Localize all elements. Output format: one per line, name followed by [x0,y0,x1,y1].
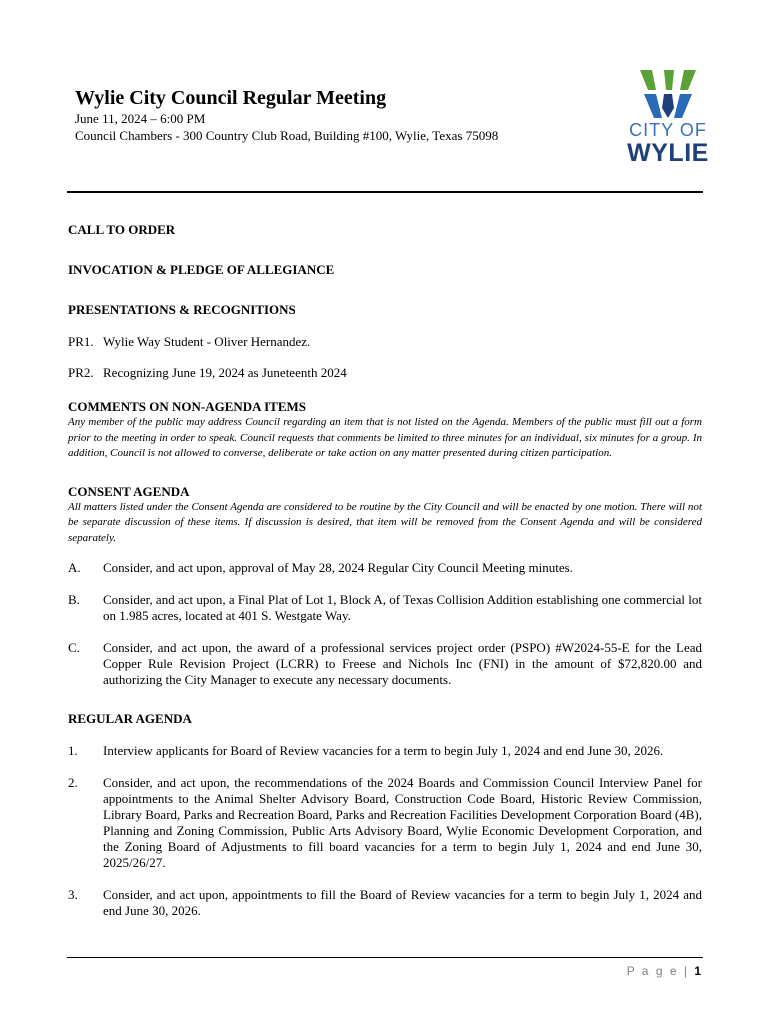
page-separator: | [683,964,689,978]
consent-item [68,560,702,576]
section-presentations: PRESENTATIONS & RECOGNITIONS [68,302,296,317]
item-text: Consider, and act upon, the recommendations of the 2024 Boards and Commission Council Interview Panel for appointments to the Animal Shelter Advisory Board, Construction Code Board, Historic Review Commission, Library Board, Parks and Recreation Board, Parks and Recreation Facilities Development Corporation Board (4B), Planning and Zoning Commission, Public Arts Advisory Board, Wylie Economic Development Corporation, and the Zoning Board of Adjustments to fill board vacancies for a term to begin July 1, 2024 and end June 30, 2025/26/27. [103,775,702,870]
section-regular-agenda: REGULAR AGENDA [68,711,192,726]
item-label: PR2. [68,365,94,380]
footer-divider [67,957,703,958]
regular-item [68,775,702,871]
regular-item [68,743,702,759]
item-text: Consider, and act upon, a Final Plat of Lot 1, Block A, of Texas Collision Addition establishing one commercial lot on 1.985 acres, located at 401 S. Westgate Way. [103,592,702,623]
item-label: A. [68,560,81,575]
header-divider [67,191,703,193]
page-word: P a g e [626,964,679,978]
presentation-item [68,334,702,350]
regular-item [68,887,702,919]
item-text: Consider, and act upon, approval of May 28, 2024 Regular City Council Meeting minutes. [103,560,573,575]
item-label: PR1. [68,334,94,349]
consent-note: All matters listed under the Consent Agenda are considered to be routine by the City Council and will be enacted by one motion. There will not be separate discussion of these items. If discussion is desired, that item will be removed from the Consent Agenda and will be considered separately. [68,500,702,544]
meeting-header [75,86,498,144]
meeting-location: Council Chambers - 300 Country Club Road, Building #100, Wylie, Texas 75098 [75,128,499,143]
section-consent-agenda: CONSENT AGENDA [68,483,190,499]
item-label: 1. [68,743,78,758]
city-logo [626,68,710,168]
section-invocation: INVOCATION & PLEDGE OF ALLEGIANCE [68,262,335,277]
logo-city-of-text: CITY OF [629,120,707,140]
meeting-date-time: June 11, 2024 – 6:00 PM [75,111,206,126]
item-text: Recognizing June 19, 2024 as Juneteenth 2024 [103,365,347,380]
item-label: 2. [68,775,78,790]
page-title: Wylie City Council Regular Meeting [75,87,387,109]
item-text: Wylie Way Student - Oliver Hernandez. [103,334,311,349]
page-number: 1 [694,964,703,978]
logo-wylie-text: WYLIE [627,139,709,167]
item-label: C. [68,640,80,655]
consent-item [68,592,702,624]
agenda-body [68,222,702,919]
comments-note: Any member of the public may address Council regarding an item that is not listed on the Agenda. Members of the public must fill out a form prior to the meeting in order to speak. Council requests that comments be limited to three minutes for an individual, six minutes for a group. In addition, Council is not allowed to converse, deliberate or take action on any matter presented during citizen participation. [68,416,702,459]
wylie-w-icon [626,68,710,120]
consent-item [68,640,702,688]
section-comments: COMMENTS ON NON-AGENDA ITEMS [68,399,306,414]
presentation-item [68,365,702,381]
section-call-to-order: CALL TO ORDER [68,222,176,237]
item-label: 3. [68,887,78,902]
item-text: Consider, and act upon, appointments to fill the Board of Review vacancies for a term to begin July 1, 2024 and end June 30, 2026. [103,887,702,918]
item-text: Consider, and act upon, the award of a professional services project order (PSPO) #W2024-55-E for the Lead Copper Rule Revision Project (LCRR) to Freese and Nichols Inc (FNI) in the amount of $72,820.00 and authorizing the City Manager to execute any necessary documents. [103,640,702,687]
item-label: B. [68,592,80,607]
page-footer [627,964,703,978]
item-text: Interview applicants for Board of Review vacancies for a term to begin July 1, 2024 and end June 30, 2026. [103,743,664,758]
